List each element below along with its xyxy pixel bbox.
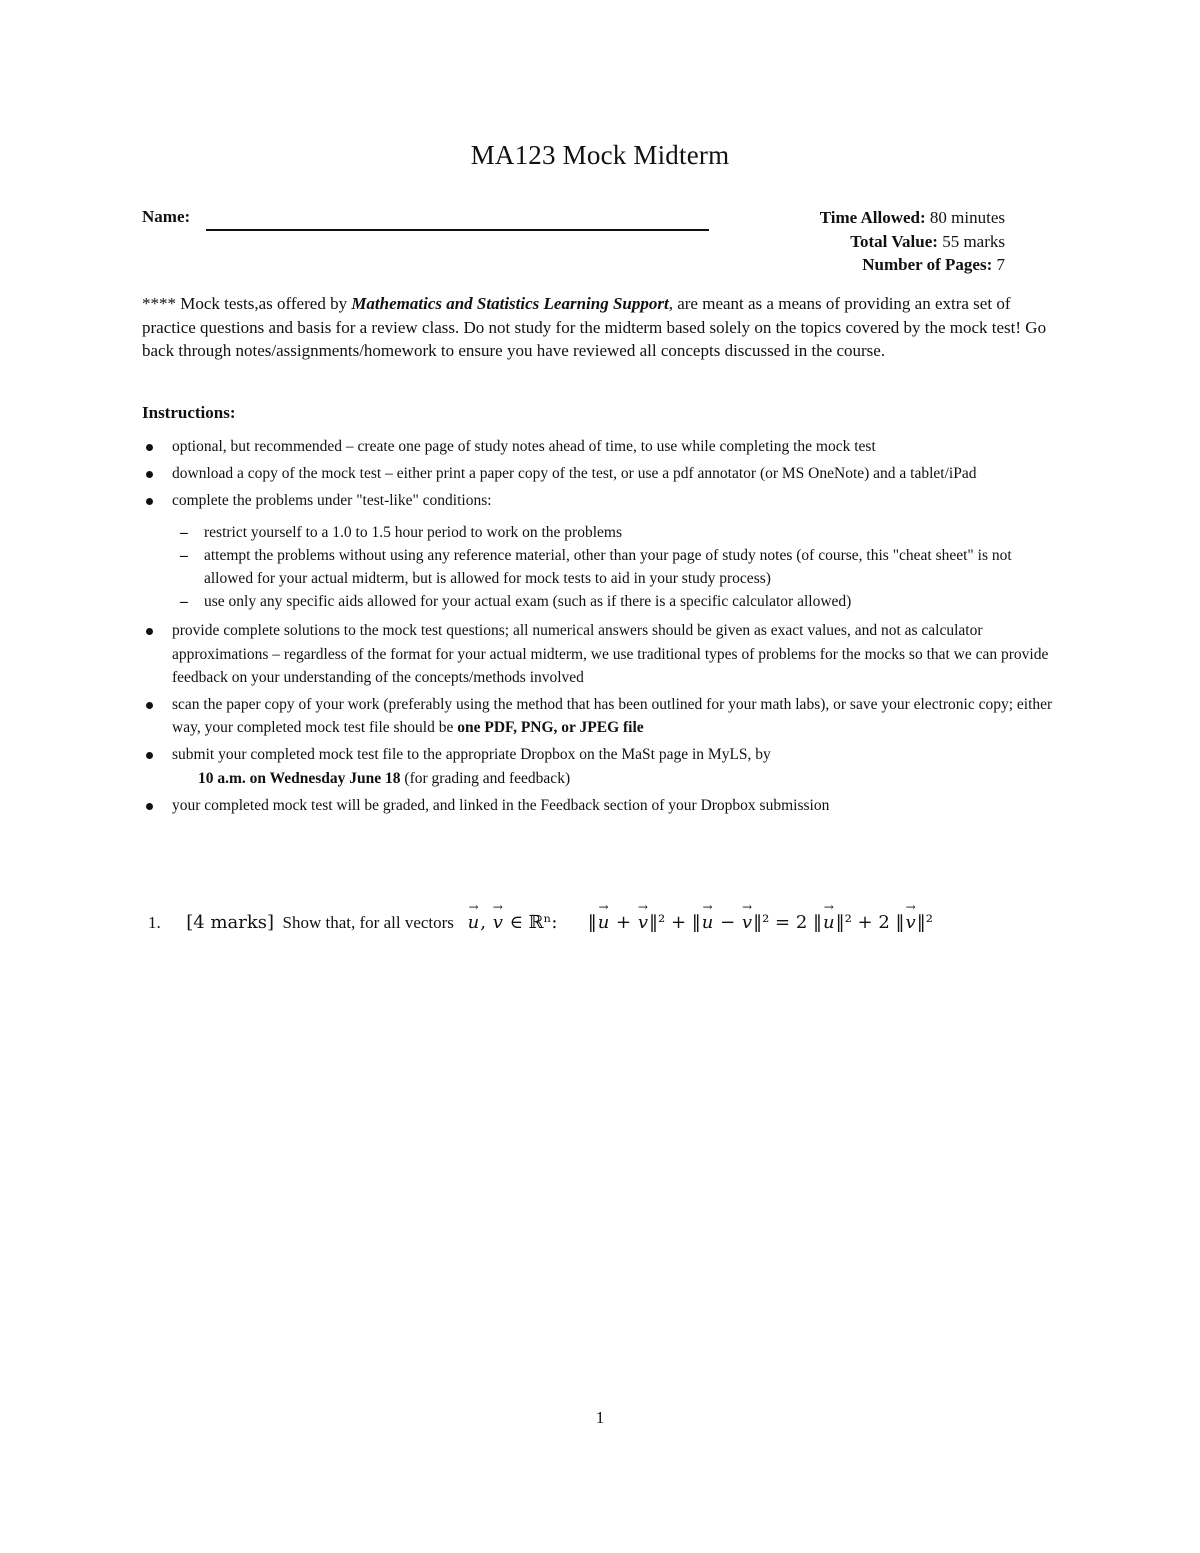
list-item-bold-text: one PDF, PNG, or JPEG file <box>457 719 644 737</box>
norm-mid: ‖² + ‖ <box>649 912 701 933</box>
sub-list-item <box>142 590 1062 613</box>
list-item-text: download a copy of the mock test – either print a paper copy of the test, or use a pdf annotator (or MS OneNote) and a tablet/iPad <box>172 465 977 483</box>
list-item <box>142 435 1062 458</box>
vector-u: → u <box>701 912 715 933</box>
total-value-row <box>820 230 1005 254</box>
bullet-icon <box>146 628 153 635</box>
minus-sign: − <box>714 912 741 933</box>
number-of-pages-row <box>820 253 1005 277</box>
sub-list-item <box>142 521 1062 544</box>
vector-v: → v <box>741 912 753 933</box>
exam-meta <box>820 206 1005 277</box>
page-number: 1 <box>595 1408 605 1427</box>
bullet-icon <box>146 471 153 478</box>
vector-u: → u <box>822 912 836 933</box>
number-of-pages-value: 7 <box>996 255 1005 274</box>
bullet-icon <box>146 444 153 451</box>
time-allowed-label: Time Allowed: <box>819 208 926 227</box>
time-allowed-value: 80 minutes <box>929 208 1005 227</box>
bullet-icon <box>146 498 153 505</box>
time-allowed-row <box>820 206 1005 230</box>
intro-stars: **** <box>142 294 176 313</box>
list-item-text: scan the paper copy of your work (preferably using the method that has been outlined for your math labs), or save your electronic copy; either way, your completed mock test file should be <box>172 696 1053 737</box>
sub-list-item-text: attempt the problems without using any reference material, other than your page of study notes (of course, this "cheat sheet" is not allowed for your actual midterm, but is allowed for mock tests to aid in your study process) <box>204 546 1012 588</box>
list-item <box>142 619 1062 689</box>
question-text: Show that, for all vectors <box>282 913 454 932</box>
total-value-label: Total Value: <box>850 231 938 251</box>
vector-v: → v <box>492 912 504 933</box>
list-item-text: submit your completed mock test file to the appropriate Dropbox on the MaSt page in MyLS, by <box>172 746 771 764</box>
deadline-text: 10 a.m. on Wednesday June 18 <box>198 769 401 787</box>
intro-paragraph <box>142 292 1062 363</box>
name-label: Name: <box>142 207 191 226</box>
page-title: MA123 Mock Midterm <box>470 140 730 170</box>
sub-list-item-text: use only any specific aids allowed for your actual exam (such as if there is a specific calculator allowed) <box>204 593 852 611</box>
intro-org: Mathematics and Statistics Learning Support <box>351 294 669 313</box>
list-item <box>142 693 1062 739</box>
vector-space: → u, → v ∈ ℝⁿ: <box>467 912 558 933</box>
equals-part: ‖² = 2 ‖ <box>753 912 822 933</box>
sub-list-item <box>142 544 1062 590</box>
instructions-list <box>142 435 1062 821</box>
norm-open: ‖ <box>587 912 597 933</box>
vector-v: → v <box>637 912 649 933</box>
plus-part: ‖² + 2 ‖ <box>835 912 905 933</box>
list-item <box>142 462 1062 485</box>
bullet-icon <box>146 702 153 709</box>
norm-end: ‖² <box>916 912 933 933</box>
list-item-text: your completed mock test will be graded, and linked in the Feedback section of your Dropbox submission <box>172 796 830 814</box>
vector-u: → u <box>467 912 481 933</box>
deadline-note: (for grading and feedback) <box>400 769 571 787</box>
real-space: ∈ ℝⁿ: <box>509 912 558 933</box>
list-item <box>142 489 1062 512</box>
total-value-value: 55 marks <box>942 231 1005 251</box>
list-item-text: optional, but recommended – create one page of study notes ahead of time, to use while completing the mock test <box>172 438 876 455</box>
list-item-text: complete the problems under "test-like" conditions: <box>172 492 492 510</box>
instructions-heading: Instructions: <box>142 403 236 422</box>
sub-list <box>142 521 1062 614</box>
question-1 <box>148 912 933 933</box>
list-item <box>142 743 1062 789</box>
list-item <box>142 794 1062 817</box>
intro-before: Mock tests,as offered by <box>176 294 352 313</box>
dash-icon: – <box>180 523 188 541</box>
dash-icon: – <box>180 546 188 564</box>
identity-formula <box>588 912 933 933</box>
sub-list-item-text: restrict yourself to a 1.0 to 1.5 hour period to work on the problems <box>204 523 622 541</box>
deadline-line <box>172 767 1062 790</box>
list-item-text: provide complete solutions to the mock test questions; all numerical answers should be given as exact values, and not as calculator approximations – regardless of the format for your actual midterm, we use traditional types of problems for the mocks so that we can provide feedback on your understanding of the concepts/methods involved <box>172 622 1049 686</box>
number-of-pages-label: Number of Pages: <box>862 255 993 274</box>
dash-icon: – <box>180 593 188 611</box>
vector-v: → v <box>905 912 917 933</box>
name-blank-line <box>206 229 709 231</box>
bullet-icon <box>146 803 153 810</box>
bullet-icon <box>146 752 153 759</box>
vector-u: → u <box>597 912 611 933</box>
question-marks: [4 marks] <box>186 912 275 933</box>
plus-sign: + <box>610 912 637 933</box>
intro-after: , are meant as a means of providing an extra set of practice questions and basis for a review class. Do not study for the midterm based solely on the topics covered by the mock test! Go back through notes/assignments/homework to ensure you have reviewed all concepts discussed in the course. <box>142 294 1047 360</box>
question-number: 1. <box>148 913 161 932</box>
